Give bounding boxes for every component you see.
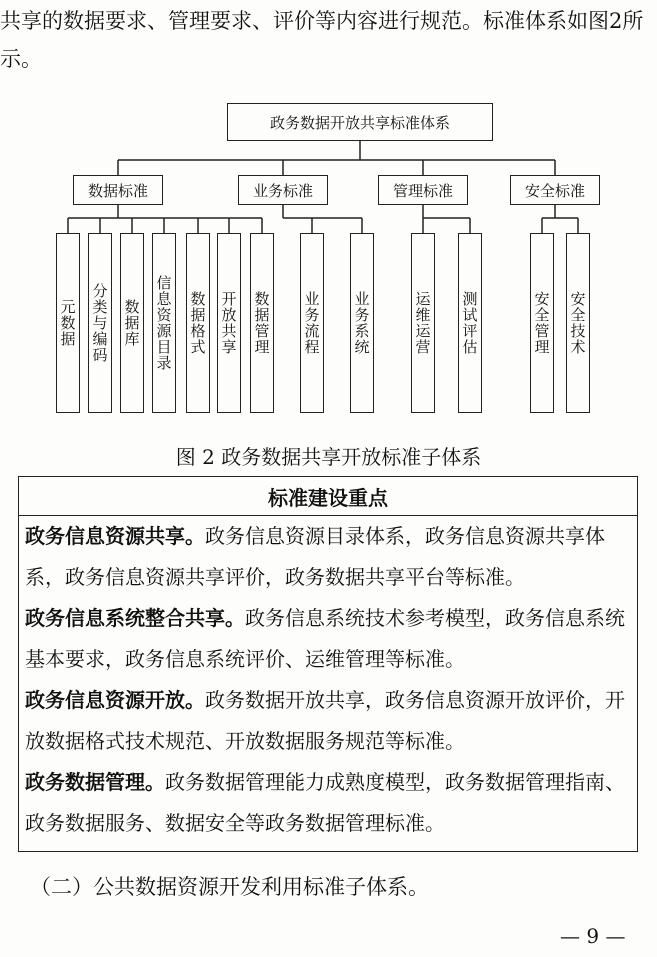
key-item-text: 政务数据开放共享，政务信息资源开放评价，开放数据格式技术规范、开放数据服务规范等标准。 <box>25 688 625 753</box>
key-item-heading: 政务信息资源共享。 <box>25 524 205 548</box>
category-management-standards: 管理标准 <box>378 175 468 205</box>
key-item <box>25 516 631 598</box>
category-security-standards: 安全标准 <box>510 175 600 205</box>
leaf-label: 测试评估 <box>460 291 479 355</box>
leaf-node <box>56 233 80 413</box>
standard-system-diagram <box>0 95 657 425</box>
key-item-heading: 政务信息系统整合共享。 <box>25 606 245 630</box>
root-node: 政务数据开放共享标准体系 <box>227 103 493 141</box>
leaf-label: 分类与编码 <box>90 283 109 363</box>
key-item-heading: 政务信息资源开放。 <box>25 688 205 712</box>
intro-paragraph: 共享的数据要求、管理要求、评价等内容进行规范。标准体系如图2所示。 <box>0 9 644 71</box>
figure-caption: 图 2 政务数据共享开放标准子体系 <box>175 445 482 469</box>
category-data-standards: 数据标准 <box>73 175 163 205</box>
leaf-node <box>217 233 241 413</box>
key-item-text: 政务数据管理能力成熟度模型，政务数据管理指南、政务数据服务、数据安全等政务数据管理标准。 <box>25 770 625 835</box>
leaf-node <box>530 233 554 413</box>
leaf-label: 运维运营 <box>413 291 432 355</box>
leaf-label: 信息资源目录 <box>154 275 173 371</box>
leaf-label: 业务流程 <box>302 291 321 355</box>
key-item-text: 政务信息资源目录体系，政务信息资源共享体系，政务信息资源共享评价，政务数据共享平台等标准。 <box>25 524 605 589</box>
leaf-label: 数据格式 <box>188 291 207 355</box>
leaf-node <box>411 233 435 413</box>
leaf-node <box>186 233 210 413</box>
key-item <box>25 598 631 680</box>
key-item-text: 政务信息系统技术参考模型，政务信息系统基本要求，政务信息系统评价、运维管理等标准。 <box>25 606 625 671</box>
page-number: — 9 — <box>560 924 626 948</box>
key-points-box <box>18 476 638 852</box>
category-business-standards: 业务标准 <box>238 175 328 205</box>
leaf-node <box>88 233 112 413</box>
leaf-label: 开放共享 <box>219 291 238 355</box>
subsection-heading: （二）公共数据资源开发利用标准子体系。 <box>30 875 429 899</box>
leaf-label: 数据管理 <box>252 291 271 355</box>
key-item-heading: 政务数据管理。 <box>25 770 165 794</box>
key-item <box>25 680 631 762</box>
key-points-body <box>19 516 637 844</box>
leaf-label: 数据库 <box>122 299 141 347</box>
leaf-node <box>566 233 590 413</box>
leaf-node <box>250 233 274 413</box>
leaf-node <box>350 233 374 413</box>
leaf-label: 安全技术 <box>568 291 587 355</box>
key-points-title: 标准建设重点 <box>19 477 637 516</box>
leaf-label: 元数据 <box>58 299 77 347</box>
key-item <box>25 762 631 844</box>
leaf-node <box>300 233 324 413</box>
leaf-label: 业务系统 <box>352 291 371 355</box>
leaf-node <box>120 233 144 413</box>
leaf-node <box>458 233 482 413</box>
leaf-node <box>152 233 176 413</box>
leaf-label: 安全管理 <box>532 291 551 355</box>
